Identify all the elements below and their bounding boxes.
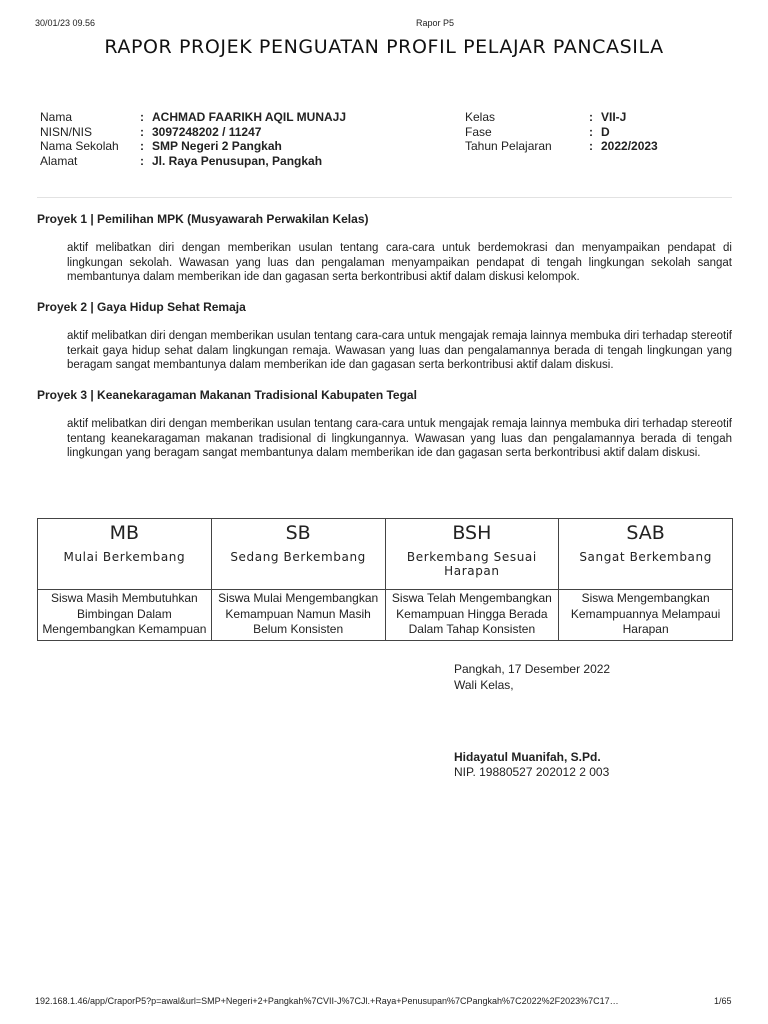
grade-code: SAB: [626, 522, 665, 544]
grade-name: Mulai Berkembang: [63, 550, 186, 564]
grade-name: Sedang Berkembang: [230, 550, 366, 564]
info-value-phase: D: [601, 124, 610, 139]
info-label: Nama Sekolah: [40, 139, 119, 153]
info-label: Kelas: [465, 110, 496, 124]
info-colon: :: [589, 124, 593, 139]
info-colon: :: [140, 153, 144, 168]
grade-name: Berkembang Sesuai Harapan: [406, 550, 537, 578]
info-row-nisn: [40, 125, 346, 140]
info-value-nisn: 3097248202 / 11247: [152, 124, 262, 139]
grade-description-row: [38, 590, 733, 641]
info-row-phase: [465, 125, 658, 140]
info-row-school: [40, 139, 346, 154]
print-footer-url: 192.168.1.46/app/CraporP5?p=awal&url=SMP+Negeri+2+Pangkah%7CVII-J%7CJl.+Raya+Penusupan%7CPangkah%7C2022%2F2023%7C17…: [35, 996, 619, 1006]
project-2-title: Proyek 2 | Gaya Hidup Sehat Remaja: [37, 300, 246, 314]
info-value-name: ACHMAD FAARIKH AQIL MUNAJJ: [152, 110, 347, 124]
info-value-year: 2022/2023: [601, 139, 658, 153]
page-title: RAPOR PROJEK PENGUATAN PROFIL PELAJAR PANCASILA: [104, 36, 664, 58]
signature-nip: NIP. 19880527 202012 2 003: [454, 765, 610, 779]
project-3-title: Proyek 3 | Keanekaragaman Makanan Tradisional Kabupaten Tegal: [37, 388, 417, 402]
project-2-description: aktif melibatkan diri dengan memberikan usulan tentang cara-cara untuk mengajak remaja lainnya membuka diri terhadap stereotif terkait gaya hidup sehat dalam lingkungan remaja. Wawasan yang luas dan pengalamannya berada di tengah lingkungan yang beragam sangat membantunya dalam memberikan ide dan gagasan serta berkontribusi aktif dalam diskusi.: [67, 330, 732, 372]
grade-name: Sangat Berkembang: [579, 550, 712, 564]
grade-description: Siswa Masih Membutuhkan Bimbingan Dalam Mengembangkan Kemampuan: [38, 590, 212, 641]
info-label: Alamat: [40, 153, 78, 168]
signature-role: Wali Kelas,: [454, 678, 514, 692]
info-label: NISN/NIS: [40, 124, 93, 139]
grade-code: BSH: [452, 522, 492, 544]
grade-header-cell: [385, 519, 559, 590]
student-info-right: [465, 110, 658, 154]
info-row-year: [465, 139, 658, 154]
grade-code: MB: [109, 522, 140, 544]
grade-code: SB: [285, 522, 311, 544]
info-colon: :: [589, 139, 593, 153]
print-datetime: 30/01/23 09.56: [35, 18, 96, 28]
grade-header-cell: [559, 519, 733, 590]
grade-header-row: [38, 519, 733, 590]
signature-name: Hidayatul Muanifah, S.Pd.: [454, 750, 601, 764]
info-label: Nama: [40, 110, 73, 124]
grade-header-cell: [211, 519, 385, 590]
project-1-description: aktif melibatkan diri dengan memberikan usulan tentang cara-cara untuk berdemokrasi dan menyampaikan pendapat di lingkungan sekolah. Wawasan yang luas dan pengalaman menyampaikan pendapat di tengah lingkungan sekolah sangat membantunya dalam memberikan ide dan gagasan serta berkontribusi aktif dalam diskusi kelompok.: [67, 242, 732, 284]
info-value-class: VII-J: [601, 110, 627, 124]
info-value-school: SMP Negeri 2 Pangkah: [152, 139, 282, 153]
student-info-left: [40, 110, 346, 168]
info-colon: :: [140, 124, 144, 139]
project-1-title: Proyek 1 | Pemilihan MPK (Musyawarah Perwakilan Kelas): [37, 212, 369, 226]
grade-description: Siswa Mengembangkan Kemampuannya Melampaui Harapan: [559, 590, 733, 641]
grade-legend-table: [37, 518, 733, 641]
print-doc-title: Rapor P5: [416, 18, 455, 28]
grade-description: Siswa Telah Mengembangkan Kemampuan Hingga Berada Dalam Tahap Konsisten: [385, 590, 559, 641]
info-colon: :: [140, 110, 144, 124]
divider: [37, 197, 732, 198]
project-3-description: aktif melibatkan diri dengan memberikan usulan tentang cara-cara untuk mengajak remaja lainnya membuka diri terhadap stereotif tentang keanekaragaman makanan tradisional di lingkungannya. Wawasan yang luas dan pengalamannya berada di tengah lingkungan yang beragam sangat membantunya dalam memberikan ide dan gagasan serta berkontribusi aktif dalam diskusi.: [67, 418, 732, 460]
grade-description: Siswa Mulai Mengembangkan Kemampuan Namun Masih Belum Konsisten: [211, 590, 385, 641]
info-row-class: [465, 110, 658, 125]
print-footer-page: 1/65: [714, 996, 732, 1006]
info-colon: :: [589, 110, 593, 124]
info-row-nama: [40, 110, 346, 125]
info-label: Fase: [465, 124, 492, 139]
info-value-address: Jl. Raya Penusupan, Pangkah: [152, 153, 323, 168]
info-row-address: [40, 154, 346, 169]
signature-place-date: Pangkah, 17 Desember 2022: [454, 662, 611, 676]
info-label: Tahun Pelajaran: [465, 139, 552, 153]
info-colon: :: [140, 139, 144, 153]
grade-header-cell: [38, 519, 212, 590]
